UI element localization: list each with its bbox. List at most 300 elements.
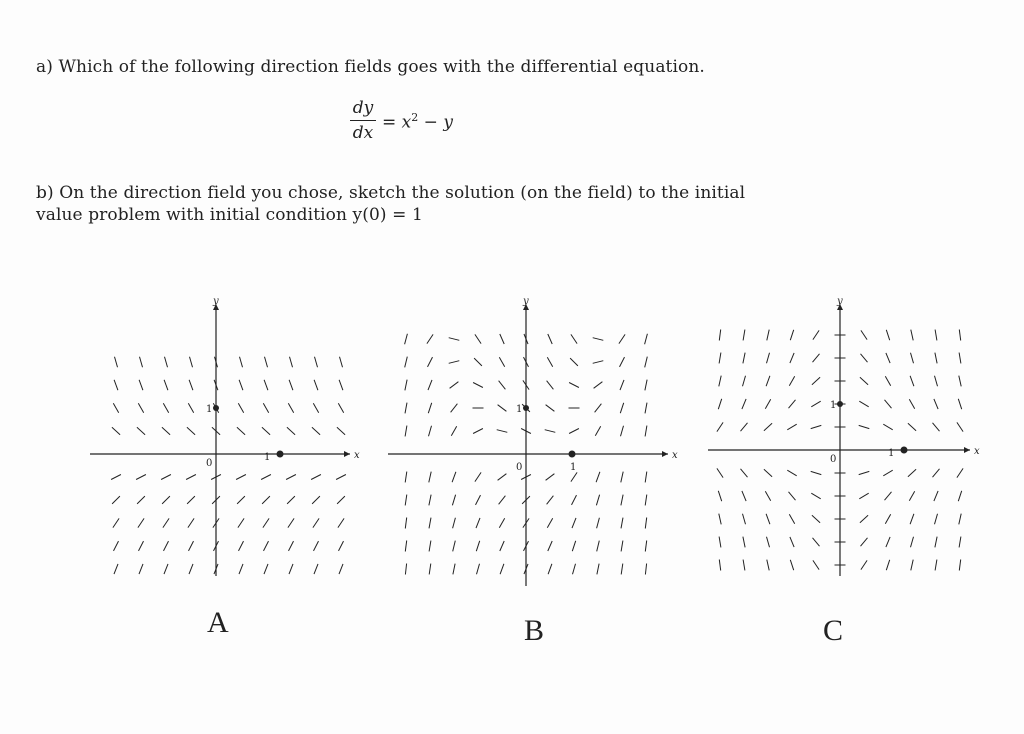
slope-segment	[593, 338, 604, 341]
slope-segment	[236, 475, 246, 480]
slope-segment	[861, 330, 867, 339]
slope-segment	[405, 357, 408, 368]
slope-segment	[811, 493, 820, 499]
slope-segment	[499, 357, 504, 367]
slope-segment	[571, 472, 577, 481]
slope-segment	[111, 475, 121, 480]
slope-segment	[811, 471, 822, 474]
field-label-b: B	[524, 614, 545, 647]
slope-segment	[263, 403, 268, 413]
slope-segment	[164, 564, 168, 574]
x-axis-label: x	[354, 450, 360, 461]
slope-segment	[428, 357, 433, 367]
slope-segment	[237, 427, 245, 434]
slope-segment	[239, 541, 244, 551]
fraction-numerator: dy	[352, 98, 374, 118]
slope-segment	[314, 541, 319, 551]
slope-segment	[596, 472, 600, 482]
slope-segment	[263, 518, 269, 527]
slope-segment	[718, 399, 721, 409]
slope-segment	[621, 518, 623, 529]
slope-segment	[238, 403, 243, 413]
slope-segment	[289, 380, 293, 390]
slope-segment	[813, 560, 819, 569]
slope-segment	[645, 564, 646, 575]
slope-segment	[911, 560, 913, 571]
slope-segment	[570, 358, 578, 366]
slope-segment	[621, 426, 624, 437]
slope-segment	[453, 564, 455, 575]
y-variable: y	[443, 112, 453, 133]
direction-field-b	[388, 296, 678, 586]
slope-segment	[186, 475, 196, 480]
slope-segment	[593, 361, 604, 364]
equals-sign: =	[382, 112, 397, 133]
slope-segment	[545, 430, 556, 433]
slope-segment	[239, 564, 243, 574]
slope-segment	[287, 427, 295, 434]
slope-segment	[499, 381, 506, 390]
origin-label: 0	[206, 458, 213, 469]
slope-segment	[314, 380, 318, 390]
slope-segment	[429, 564, 431, 575]
slope-segment	[645, 334, 648, 345]
slope-segment	[114, 380, 118, 390]
slope-segment	[597, 518, 600, 529]
slope-segment	[473, 429, 483, 434]
question-a: a) Which of the following direction fields goes with the differential equation.	[36, 57, 705, 77]
slope-segment	[547, 357, 552, 367]
slope-segment	[429, 426, 432, 437]
slope-segment	[908, 423, 916, 430]
slope-segment	[934, 491, 938, 501]
slope-segment	[340, 357, 343, 368]
slope-segment	[163, 518, 169, 527]
slope-segment	[645, 472, 647, 483]
slope-segment	[476, 495, 481, 505]
slope-segment	[428, 403, 431, 413]
slope-segment	[959, 514, 961, 525]
slope-segment	[475, 472, 481, 481]
slope-segment	[859, 493, 868, 499]
slope-segment	[886, 353, 890, 363]
slope-segment	[138, 518, 144, 527]
slope-segment	[476, 541, 479, 551]
slope-segment	[861, 560, 867, 569]
slope-segment	[959, 560, 960, 571]
slope-segment	[453, 518, 456, 529]
slope-segment	[620, 357, 625, 367]
slope-segment	[621, 541, 623, 552]
slope-segment	[136, 475, 146, 480]
slope-segment	[811, 425, 822, 428]
slope-segment	[717, 468, 723, 477]
direction-field-c	[708, 296, 980, 586]
slope-segment	[115, 357, 118, 368]
slope-segment	[477, 564, 480, 575]
slope-segment	[188, 403, 193, 413]
slope-segment	[719, 537, 721, 548]
slope-segment	[620, 403, 623, 413]
slope-segment	[935, 376, 938, 387]
slope-segment	[548, 334, 552, 344]
slope-segment	[547, 496, 554, 505]
slope-segment	[860, 515, 868, 522]
slope-segment	[498, 405, 507, 412]
slope-segment	[497, 430, 508, 433]
slope-segment	[910, 376, 914, 386]
slope-segment	[405, 564, 406, 575]
slope-segment	[339, 564, 343, 574]
slope-segment	[500, 564, 504, 574]
direction-field-c-plot	[708, 296, 980, 586]
slope-segment	[719, 514, 721, 525]
slope-segment	[572, 518, 576, 528]
slope-segment	[909, 399, 914, 409]
slope-segment	[911, 353, 914, 364]
slope-segment	[789, 400, 796, 408]
slope-segment	[162, 427, 170, 434]
direction-field-a-plot	[90, 296, 360, 586]
slope-segment	[620, 380, 624, 390]
slope-segment	[312, 427, 320, 434]
slope-segment	[645, 541, 646, 552]
slope-segment	[500, 541, 504, 551]
slope-segment	[190, 357, 193, 368]
slope-segment	[114, 564, 118, 574]
slope-segment	[289, 564, 293, 574]
slope-segment	[138, 403, 143, 413]
slope-segment	[767, 330, 769, 341]
slope-segment	[139, 564, 143, 574]
slope-segment	[315, 357, 318, 368]
slope-segment	[958, 491, 961, 501]
slope-segment	[189, 380, 193, 390]
slope-segment	[743, 376, 746, 387]
marked-point	[569, 451, 576, 458]
slope-segment	[742, 491, 746, 501]
slope-segment	[596, 495, 599, 506]
slope-segment	[137, 496, 145, 504]
slope-segment	[594, 382, 603, 389]
slope-segment	[645, 518, 646, 529]
x-variable: x	[401, 112, 412, 133]
slope-segment	[861, 538, 868, 546]
slope-segment	[767, 560, 769, 571]
slope-segment	[861, 354, 868, 362]
slope-segment	[429, 472, 431, 483]
y-one-point	[213, 405, 219, 411]
slope-segment	[161, 475, 171, 480]
y-axis-label: y	[837, 296, 843, 307]
y-one-point	[523, 405, 529, 411]
slope-segment	[959, 353, 961, 364]
slope-segment	[764, 423, 772, 430]
slope-segment	[787, 470, 796, 476]
slope-segment	[787, 424, 796, 430]
slope-segment	[935, 560, 937, 571]
exponent: 2	[411, 111, 419, 124]
slope-segment	[113, 403, 118, 413]
direction-field-a	[90, 296, 360, 586]
slope-segment	[935, 514, 938, 525]
y-axis-label: y	[523, 296, 529, 307]
slope-segment	[453, 541, 456, 552]
origin-label: 0	[516, 462, 523, 473]
slope-segment	[137, 427, 145, 434]
slope-segment	[164, 541, 169, 551]
slope-segment	[743, 353, 745, 364]
slope-segment	[475, 334, 481, 343]
slope-segment	[909, 491, 914, 501]
slope-segment	[189, 541, 194, 551]
slope-segment	[187, 427, 195, 434]
slope-segment	[548, 541, 552, 551]
slope-segment	[910, 514, 914, 524]
y-one-point	[837, 401, 843, 407]
field-label-a: A	[207, 606, 229, 639]
slope-segment	[572, 541, 575, 551]
slope-segment	[571, 334, 577, 343]
slope-segment	[452, 472, 456, 482]
slope-segment	[935, 353, 937, 364]
x-tick-label: 1	[264, 452, 271, 463]
slope-segment	[405, 541, 406, 552]
slope-segment	[237, 496, 245, 504]
slope-segment	[573, 564, 576, 575]
slope-segment	[789, 376, 794, 386]
slope-segment	[449, 338, 460, 341]
slope-segment	[449, 361, 460, 364]
minus-sign: −	[423, 112, 438, 133]
slope-segment	[264, 564, 268, 574]
slope-segment	[451, 426, 456, 436]
slope-segment	[742, 399, 746, 409]
slope-segment	[859, 471, 870, 474]
slope-segment	[812, 515, 820, 522]
slope-segment	[959, 537, 961, 548]
slope-segment	[405, 334, 408, 345]
slope-segment	[883, 470, 892, 476]
slope-segment	[957, 422, 963, 431]
slope-segment	[569, 429, 579, 434]
y-tick-label: 1	[516, 404, 523, 415]
slope-segment	[645, 380, 647, 391]
x-axis-label: x	[672, 450, 678, 461]
slope-segment	[238, 518, 244, 527]
slope-segment	[766, 514, 770, 524]
slope-segment	[719, 330, 720, 341]
slope-segment	[113, 518, 119, 527]
slope-segment	[162, 496, 170, 504]
slope-segment	[288, 518, 294, 527]
slope-segment	[885, 492, 892, 500]
slope-segment	[812, 377, 820, 384]
y-tick-label: 1	[830, 400, 837, 411]
slope-segment	[595, 426, 600, 436]
slope-segment	[239, 380, 243, 390]
slope-segment	[288, 403, 293, 413]
slope-segment	[140, 357, 143, 368]
slope-segment	[885, 376, 890, 386]
slope-segment	[546, 474, 555, 481]
slope-segment	[405, 403, 407, 414]
slope-segment	[741, 469, 748, 477]
slope-segment	[112, 427, 120, 434]
slope-segment	[764, 469, 772, 476]
slope-segment	[790, 353, 794, 363]
slope-segment	[813, 538, 820, 546]
derivative-fraction	[350, 98, 376, 143]
slope-segment	[935, 537, 937, 548]
slope-segment	[957, 468, 963, 477]
slope-segment	[717, 422, 723, 431]
slope-segment	[789, 492, 796, 500]
slope-segment	[719, 560, 720, 571]
slope-segment	[498, 474, 507, 481]
slope-segment	[405, 518, 406, 529]
slope-segment	[645, 357, 648, 368]
slope-segment	[718, 491, 721, 501]
slope-segment	[163, 403, 168, 413]
slope-segment	[290, 357, 293, 368]
slope-segment	[114, 541, 119, 551]
slope-segment	[187, 496, 195, 504]
slope-segment	[789, 514, 794, 524]
slope-segment	[286, 475, 296, 480]
slope-segment	[188, 518, 194, 527]
slope-segment	[743, 330, 745, 341]
slope-segment	[474, 358, 482, 366]
slope-segment	[405, 495, 407, 506]
slope-segment	[569, 383, 579, 388]
slope-segment	[765, 399, 770, 409]
slope-segment	[766, 376, 770, 386]
slope-segment	[262, 427, 270, 434]
slope-segment	[262, 496, 270, 504]
slope-segment	[139, 380, 143, 390]
slope-segment	[911, 330, 913, 341]
slope-segment	[741, 423, 748, 431]
slope-segment	[338, 403, 343, 413]
slope-segment	[597, 564, 599, 575]
slope-segment	[885, 400, 892, 408]
slope-segment	[813, 354, 820, 362]
slope-segment	[645, 426, 647, 437]
field-label-c: C	[823, 614, 844, 647]
slope-segment	[314, 564, 318, 574]
slope-segment	[313, 518, 319, 527]
slope-segment	[112, 496, 120, 504]
slope-segment	[339, 380, 343, 390]
question-b: b) On the direction field you chose, sketch the solution (on the field) to the initial value problem with initial condition y(0) = 1	[36, 183, 746, 225]
slope-segment	[597, 541, 600, 552]
slope-segment	[313, 403, 318, 413]
slope-segment	[645, 403, 647, 414]
slope-segment	[547, 518, 552, 528]
slope-segment	[287, 496, 295, 504]
marked-point	[277, 451, 284, 458]
slope-segment	[790, 560, 793, 570]
slope-segment	[339, 541, 344, 551]
equation-rhs	[382, 111, 453, 133]
slope-segment	[264, 541, 269, 551]
slope-segment	[427, 334, 433, 343]
slope-segment	[405, 380, 407, 391]
slope-segment	[621, 495, 623, 506]
y-tick-label: 1	[206, 404, 213, 415]
slope-segment	[429, 541, 431, 552]
slope-segment	[886, 537, 890, 547]
slope-segment	[452, 495, 455, 506]
slope-segment	[261, 475, 271, 480]
slope-segment	[164, 380, 168, 390]
slope-segment	[645, 495, 647, 506]
slope-segment	[860, 377, 868, 384]
slope-segment	[337, 496, 345, 504]
direction-field-b-plot	[388, 296, 678, 586]
slope-segment	[813, 330, 819, 339]
slope-segment	[572, 495, 577, 505]
slope-segment	[619, 334, 625, 343]
slope-segment	[767, 353, 770, 364]
slope-segment	[885, 514, 890, 524]
fraction-denominator: dx	[352, 123, 374, 143]
slope-segment	[719, 353, 721, 364]
slope-segment	[933, 469, 940, 477]
slope-segment	[337, 427, 345, 434]
slope-segment	[473, 383, 483, 388]
slope-segment	[264, 380, 268, 390]
slope-segment	[428, 380, 432, 390]
slope-segment	[499, 518, 504, 528]
slope-segment	[908, 469, 916, 476]
slope-segment	[767, 537, 770, 548]
x-axis-label: x	[974, 446, 980, 457]
slope-segment	[546, 405, 555, 412]
slope-segment	[933, 423, 940, 431]
slope-segment	[405, 472, 407, 483]
slope-segment	[499, 496, 506, 505]
slope-segment	[743, 560, 745, 571]
slope-segment	[935, 330, 937, 341]
slope-segment	[765, 491, 770, 501]
slope-segment	[934, 399, 938, 409]
slope-segment	[312, 496, 320, 504]
slope-segment	[959, 376, 961, 387]
slope-segment	[790, 330, 793, 340]
slope-segment	[859, 425, 870, 428]
slope-segment	[886, 560, 889, 570]
slope-segment	[743, 537, 745, 548]
slope-segment	[621, 472, 623, 483]
slope-segment	[265, 357, 268, 368]
slope-segment	[240, 357, 243, 368]
slope-segment	[621, 564, 623, 575]
slope-segment	[547, 381, 554, 390]
slope-segment	[139, 541, 144, 551]
slope-segment	[476, 518, 480, 528]
y-axis-label: y	[213, 296, 219, 307]
origin-label: 0	[830, 454, 837, 465]
slope-segment	[719, 376, 721, 387]
x-tick-label: 1	[888, 448, 895, 459]
slope-segment	[883, 424, 892, 430]
x-axis-arrow-icon	[662, 451, 668, 457]
slope-segment	[405, 426, 407, 437]
slope-segment	[165, 357, 168, 368]
slope-segment	[743, 514, 746, 525]
